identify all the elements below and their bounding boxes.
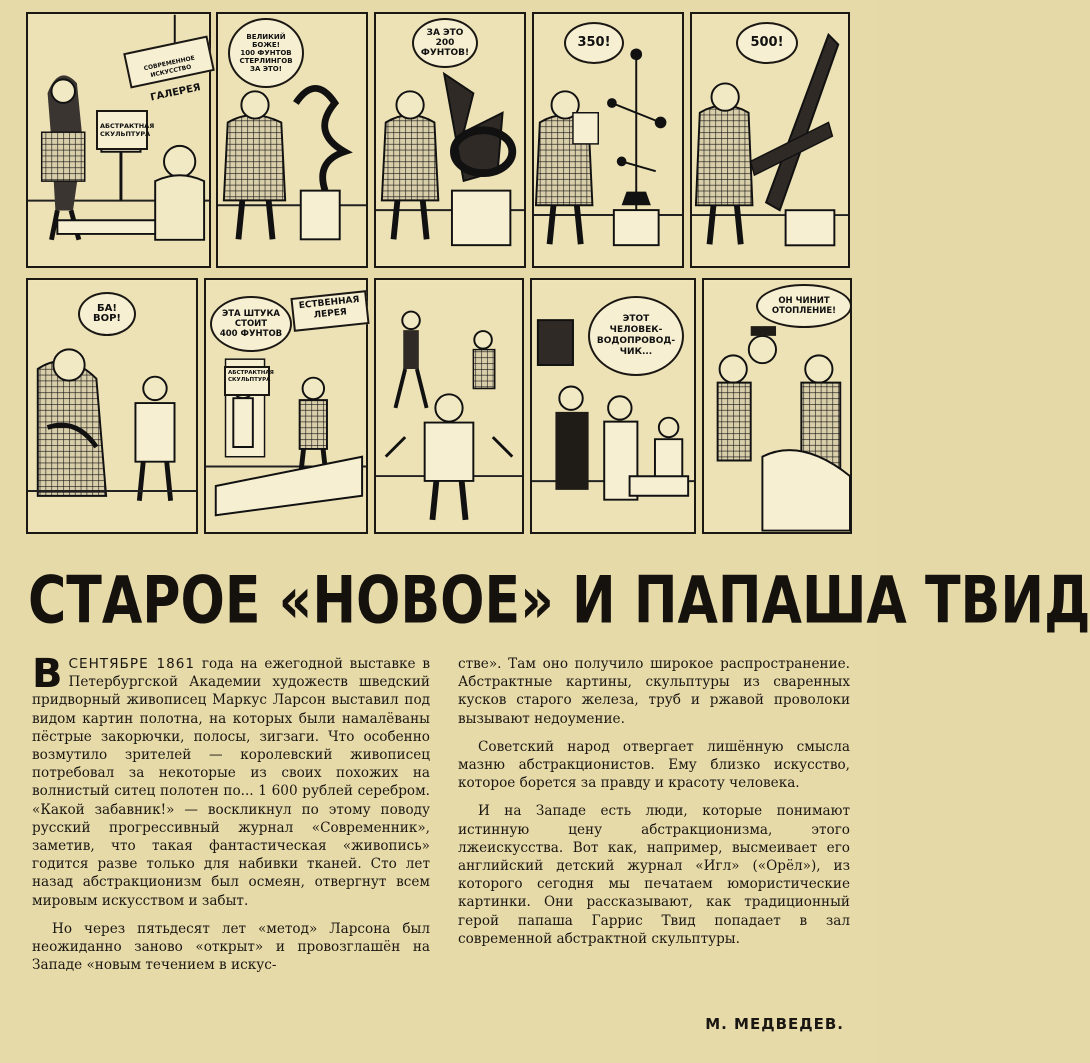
speech-bubble-panel-9: ЭТОТ ЧЕЛОВЕК- ВОДОПРОВОД- ЧИК...	[588, 296, 684, 376]
comic-panel-2	[216, 12, 368, 268]
article-paragraph: Советский народ отвергает лишённую смысла мазню абстракционистов. Ему близко искусство, которое борется за правду и красоту человека.	[458, 738, 850, 792]
article-paragraph: стве». Там оно получило широкое распространение. Абстрактные картины, скульптуры из сваренных кусков старого железа, труб и ржавой проволоки вызывают недоумение.	[458, 656, 850, 727]
gallery-sign-2: ЕСТВЕННАЯ ЛЕРЕЯ	[290, 290, 369, 332]
gallery-sign-top: СОВРЕМЕННОЕ ИСКУССТВО	[143, 54, 196, 80]
article-column-1	[32, 651, 430, 974]
headline: СТАРОЕ «НОВОЕ» И ПАПАША ТВИД	[28, 561, 1090, 639]
speech-bubble-panel-6: БА! ВОР!	[78, 292, 136, 336]
author-signature: М. МЕДВЕДЕВ.	[705, 1015, 844, 1033]
speech-bubble-panel-4: 350!	[564, 22, 624, 64]
comic-panel-8	[374, 278, 524, 534]
article-text: года на ежегодной выставке в Петербургской Академии художеств шведский придворный живописец Маркус Ларсон выставил под видом картин полотна, на которых были намалёваны пёстрые закорючки, полосы, зигзаги. Что особенно возмутило зрителей — королевский живописец потребовал за некоторые из своих похожих на волнистый ситец полотен по... 1 600 рублей серебром. «Какой забавник!» — воскликнул по этому поводу русский прогрессивный журнал «Современник», заметив, что такая фантастическая «живопись» годится разве только для набивки тканей. Сто лет назад абстракционизм был осмеян, отвергнут всем мировым искусством и забыт.	[32, 656, 430, 909]
drop-cap: В	[32, 651, 63, 697]
speech-bubble-panel-5: 500!	[736, 22, 798, 64]
comic-panel-5	[690, 12, 850, 268]
panel-8-drawing	[376, 280, 522, 532]
article-body	[32, 651, 852, 1055]
article-column-2	[458, 655, 850, 948]
lead-caps: СЕНТЯБРЕ 1861	[68, 656, 196, 672]
sculpture-stand-sign-2: АБСТРАКТНАЯ СКУЛЬПТУРА	[224, 366, 270, 396]
speech-bubble-panel-10: ОН ЧИНИТ ОТОПЛЕНИЕ!	[756, 284, 852, 328]
comic-panel-4	[532, 12, 684, 268]
sculpture-stand-sign: АБСТРАКТНАЯ СКУЛЬПТУРА	[96, 110, 148, 150]
comic-panel-1	[26, 12, 211, 268]
article-paragraph	[32, 651, 430, 910]
comic-panel-6	[26, 278, 198, 534]
speech-bubble-panel-2: ВЕЛИКИЙ БОЖЕ! 100 ФУНТОВ СТЕРЛИНГОВ ЗА ЭТО!	[228, 18, 304, 88]
gallery-sign-text: ГАЛЕРЕЯ	[149, 82, 202, 104]
comic-panel-10	[702, 278, 852, 534]
comic-strip	[24, 8, 852, 536]
comic-panel-7	[204, 278, 368, 534]
article-paragraph: И на Западе есть люди, которые понимают истинную цену абстракционизма, этого лжеискусства. Вот как, например, высмеивает его английский детский журнал «Игл» («Орёл»), из которого сегодня мы печатаем юмористические картинки. Они рассказывают, как традиционный герой папаша Гаррис Твид попадает в зал современной абстрактной скульптуры.	[458, 803, 850, 947]
article-paragraph: Но через пятьдесят лет «метод» Ларсона был неожиданно заново «открыт» и провозглашён на Западе «новым течением в искус-	[32, 920, 430, 974]
comic-panel-3	[374, 12, 526, 268]
comic-panel-9	[530, 278, 696, 534]
speech-bubble-panel-3: ЗА ЭТО 200 ФУНТОВ!	[412, 18, 478, 68]
speech-bubble-panel-7: ЭТА ШТУКА СТОИТ 400 ФУНТОВ	[210, 296, 292, 352]
